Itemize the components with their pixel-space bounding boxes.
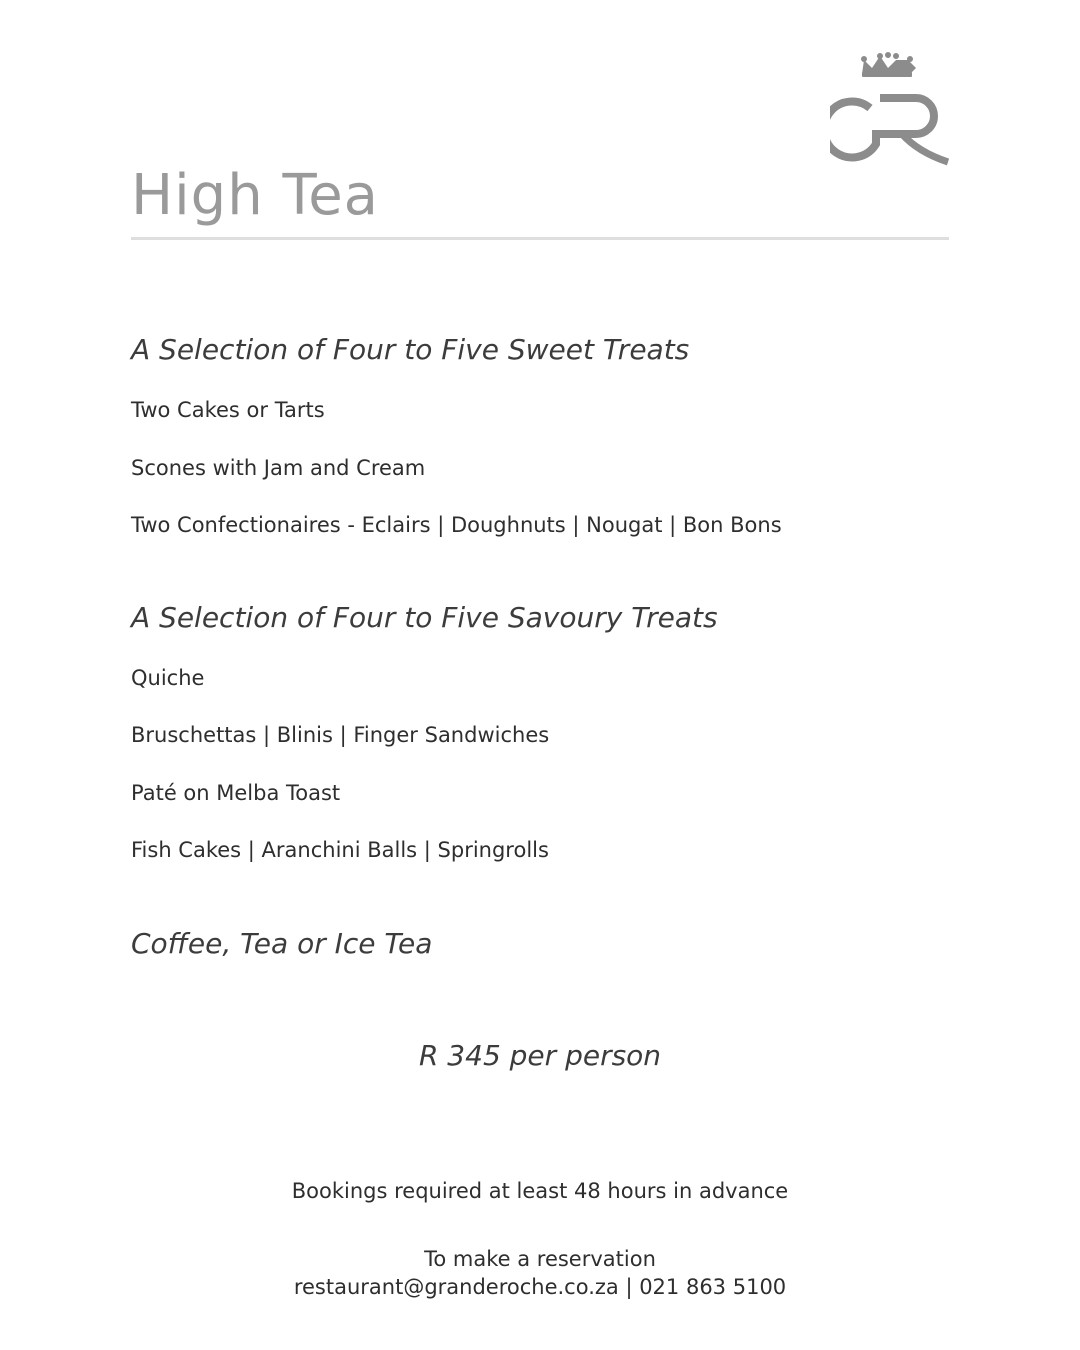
savoury-item-quiche: Quiche <box>131 666 205 690</box>
title-divider <box>131 237 949 240</box>
savoury-treats-heading: A Selection of Four to Five Savoury Treats <box>131 601 718 634</box>
sweet-item-confectionaires: Two Confectionaires - Eclairs | Doughnuts | Nougat | Bon Bons <box>131 513 782 537</box>
savoury-item-fish-cakes: Fish Cakes | Aranchini Balls | Springrolls <box>131 838 549 862</box>
sweet-item-cakes: Two Cakes or Tarts <box>131 398 325 422</box>
crown-gr-monogram-icon <box>830 52 952 168</box>
savoury-item-pate: Paté on Melba Toast <box>131 781 341 805</box>
savoury-item-bruschettas: Bruschettas | Blinis | Finger Sandwiches <box>131 723 550 747</box>
contact-details: restaurant@granderoche.co.za | 021 863 5100 <box>293 1275 787 1299</box>
sweet-treats-heading: A Selection of Four to Five Sweet Treats <box>131 333 690 366</box>
drinks-heading: Coffee, Tea or Ice Tea <box>131 927 433 960</box>
booking-note: Bookings required at least 48 hours in advance <box>291 1179 789 1203</box>
price-per-person: R 345 per person <box>418 1039 662 1072</box>
sweet-item-scones: Scones with Jam and Cream <box>131 456 426 480</box>
reservation-label: To make a reservation <box>424 1247 656 1271</box>
page-title: High Tea <box>131 163 379 228</box>
